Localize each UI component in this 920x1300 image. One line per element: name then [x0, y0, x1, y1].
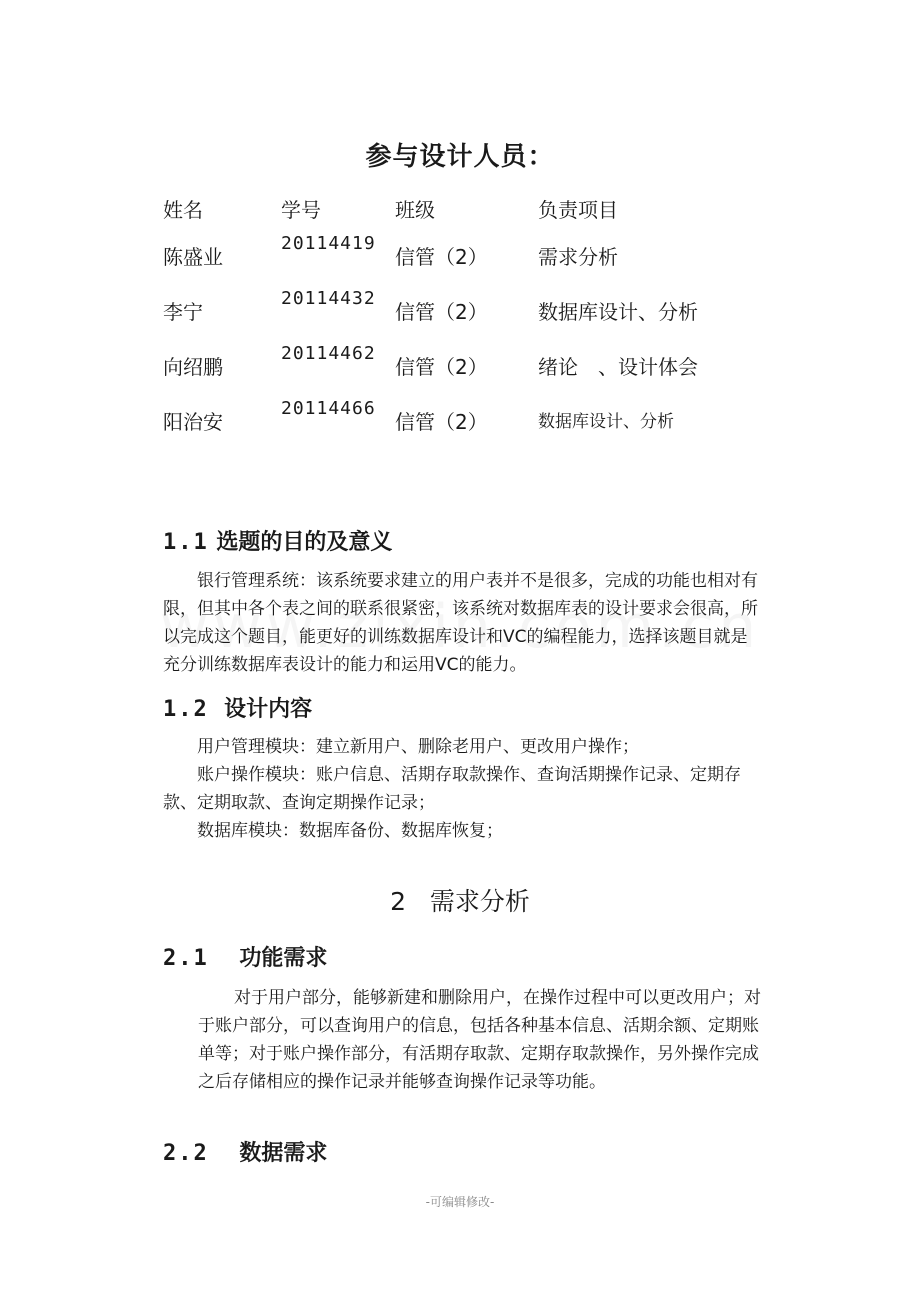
page-footer: -可编辑修改- — [425, 1195, 495, 1209]
member-class: 信管（2） — [395, 245, 488, 269]
header-id: 学号 — [281, 198, 321, 222]
section-number: 1.1 — [163, 530, 209, 555]
header-class: 班级 — [395, 198, 435, 222]
header-name: 姓名 — [163, 198, 203, 222]
list-item: 用户管理模块：建立新用户、删除老用户、更改用户操作； — [197, 737, 639, 757]
member-task: 数据库设计、分析 — [538, 300, 698, 324]
member-name: 李宁 — [163, 300, 203, 324]
section-2-1-body: 对于用户部分，能够新建和删除用户，在操作过程中可以更改用户；对于账户部分，可以查询用户的信息，包括各种基本信息、活期余额、定期账单等；对于账户操作部分，有活期存取款、定期存取款操作，另外操作完成之后存储相应的操作记录并能够查询操作记录等功能。 — [198, 988, 761, 1092]
section-title: 功能需求 — [239, 946, 328, 971]
section-number: 2.1 — [163, 946, 209, 971]
chapter-heading — [0, 882, 920, 918]
section-number: 2.2 — [163, 1141, 209, 1166]
team-table — [163, 190, 778, 450]
section-title: 数据需求 — [239, 1141, 328, 1166]
page-title: 参与设计人员： — [365, 142, 555, 172]
list-item: 数据库模块：数据库备份、数据库恢复； — [197, 821, 503, 841]
section-number: 1.2 — [163, 697, 209, 722]
member-id: 20114466 — [281, 398, 376, 419]
section-heading-2-2 — [163, 1136, 327, 1167]
member-id: 20114462 — [281, 343, 376, 364]
member-task: 数据库设计、分析 — [538, 412, 674, 432]
section-heading-1-2 — [163, 692, 312, 723]
member-class: 信管（2） — [395, 300, 488, 324]
table-row — [163, 340, 778, 395]
table-row — [163, 395, 778, 450]
member-id: 20114432 — [281, 288, 376, 309]
member-name: 阳治安 — [163, 410, 223, 434]
section-title: 设计内容 — [224, 697, 313, 722]
table-row — [163, 285, 778, 340]
list-item: 账户操作模块：账户信息、活期存取款操作、查询活期操作记录、定期存款、定期取款、查询定期操作记录； — [163, 765, 741, 813]
header-task: 负责项目 — [538, 198, 618, 222]
chapter-title: 需求分析 — [429, 887, 530, 916]
member-task: 需求分析 — [538, 245, 618, 269]
section-heading-1-1 — [163, 525, 392, 556]
member-class: 信管（2） — [395, 355, 488, 379]
table-row — [163, 230, 778, 285]
table-header-row — [163, 190, 778, 230]
section-heading-2-1 — [163, 941, 327, 972]
member-name: 向绍鹏 — [163, 355, 223, 379]
member-class: 信管（2） — [395, 410, 488, 434]
section-1-2-list — [163, 733, 761, 845]
section-1-1-body: 银行管理系统：该系统要求建立的用户表并不是很多，完成的功能也相对有限，但其中各个表之间的联系很紧密，该系统对数据库表的设计要求会很高，所以完成这个题目，能更好的训练数据库设计和VC的编程能力，选择该题目就是充分训练数据库表设计的能力和运用VC的能力。 — [163, 571, 758, 675]
chapter-number: 2 — [390, 887, 407, 916]
member-task: 绪论 、设计体会 — [538, 355, 698, 379]
member-name: 陈盛业 — [163, 245, 223, 269]
section-title: 选题的目的及意义 — [216, 530, 393, 555]
member-id: 20114419 — [281, 233, 376, 254]
